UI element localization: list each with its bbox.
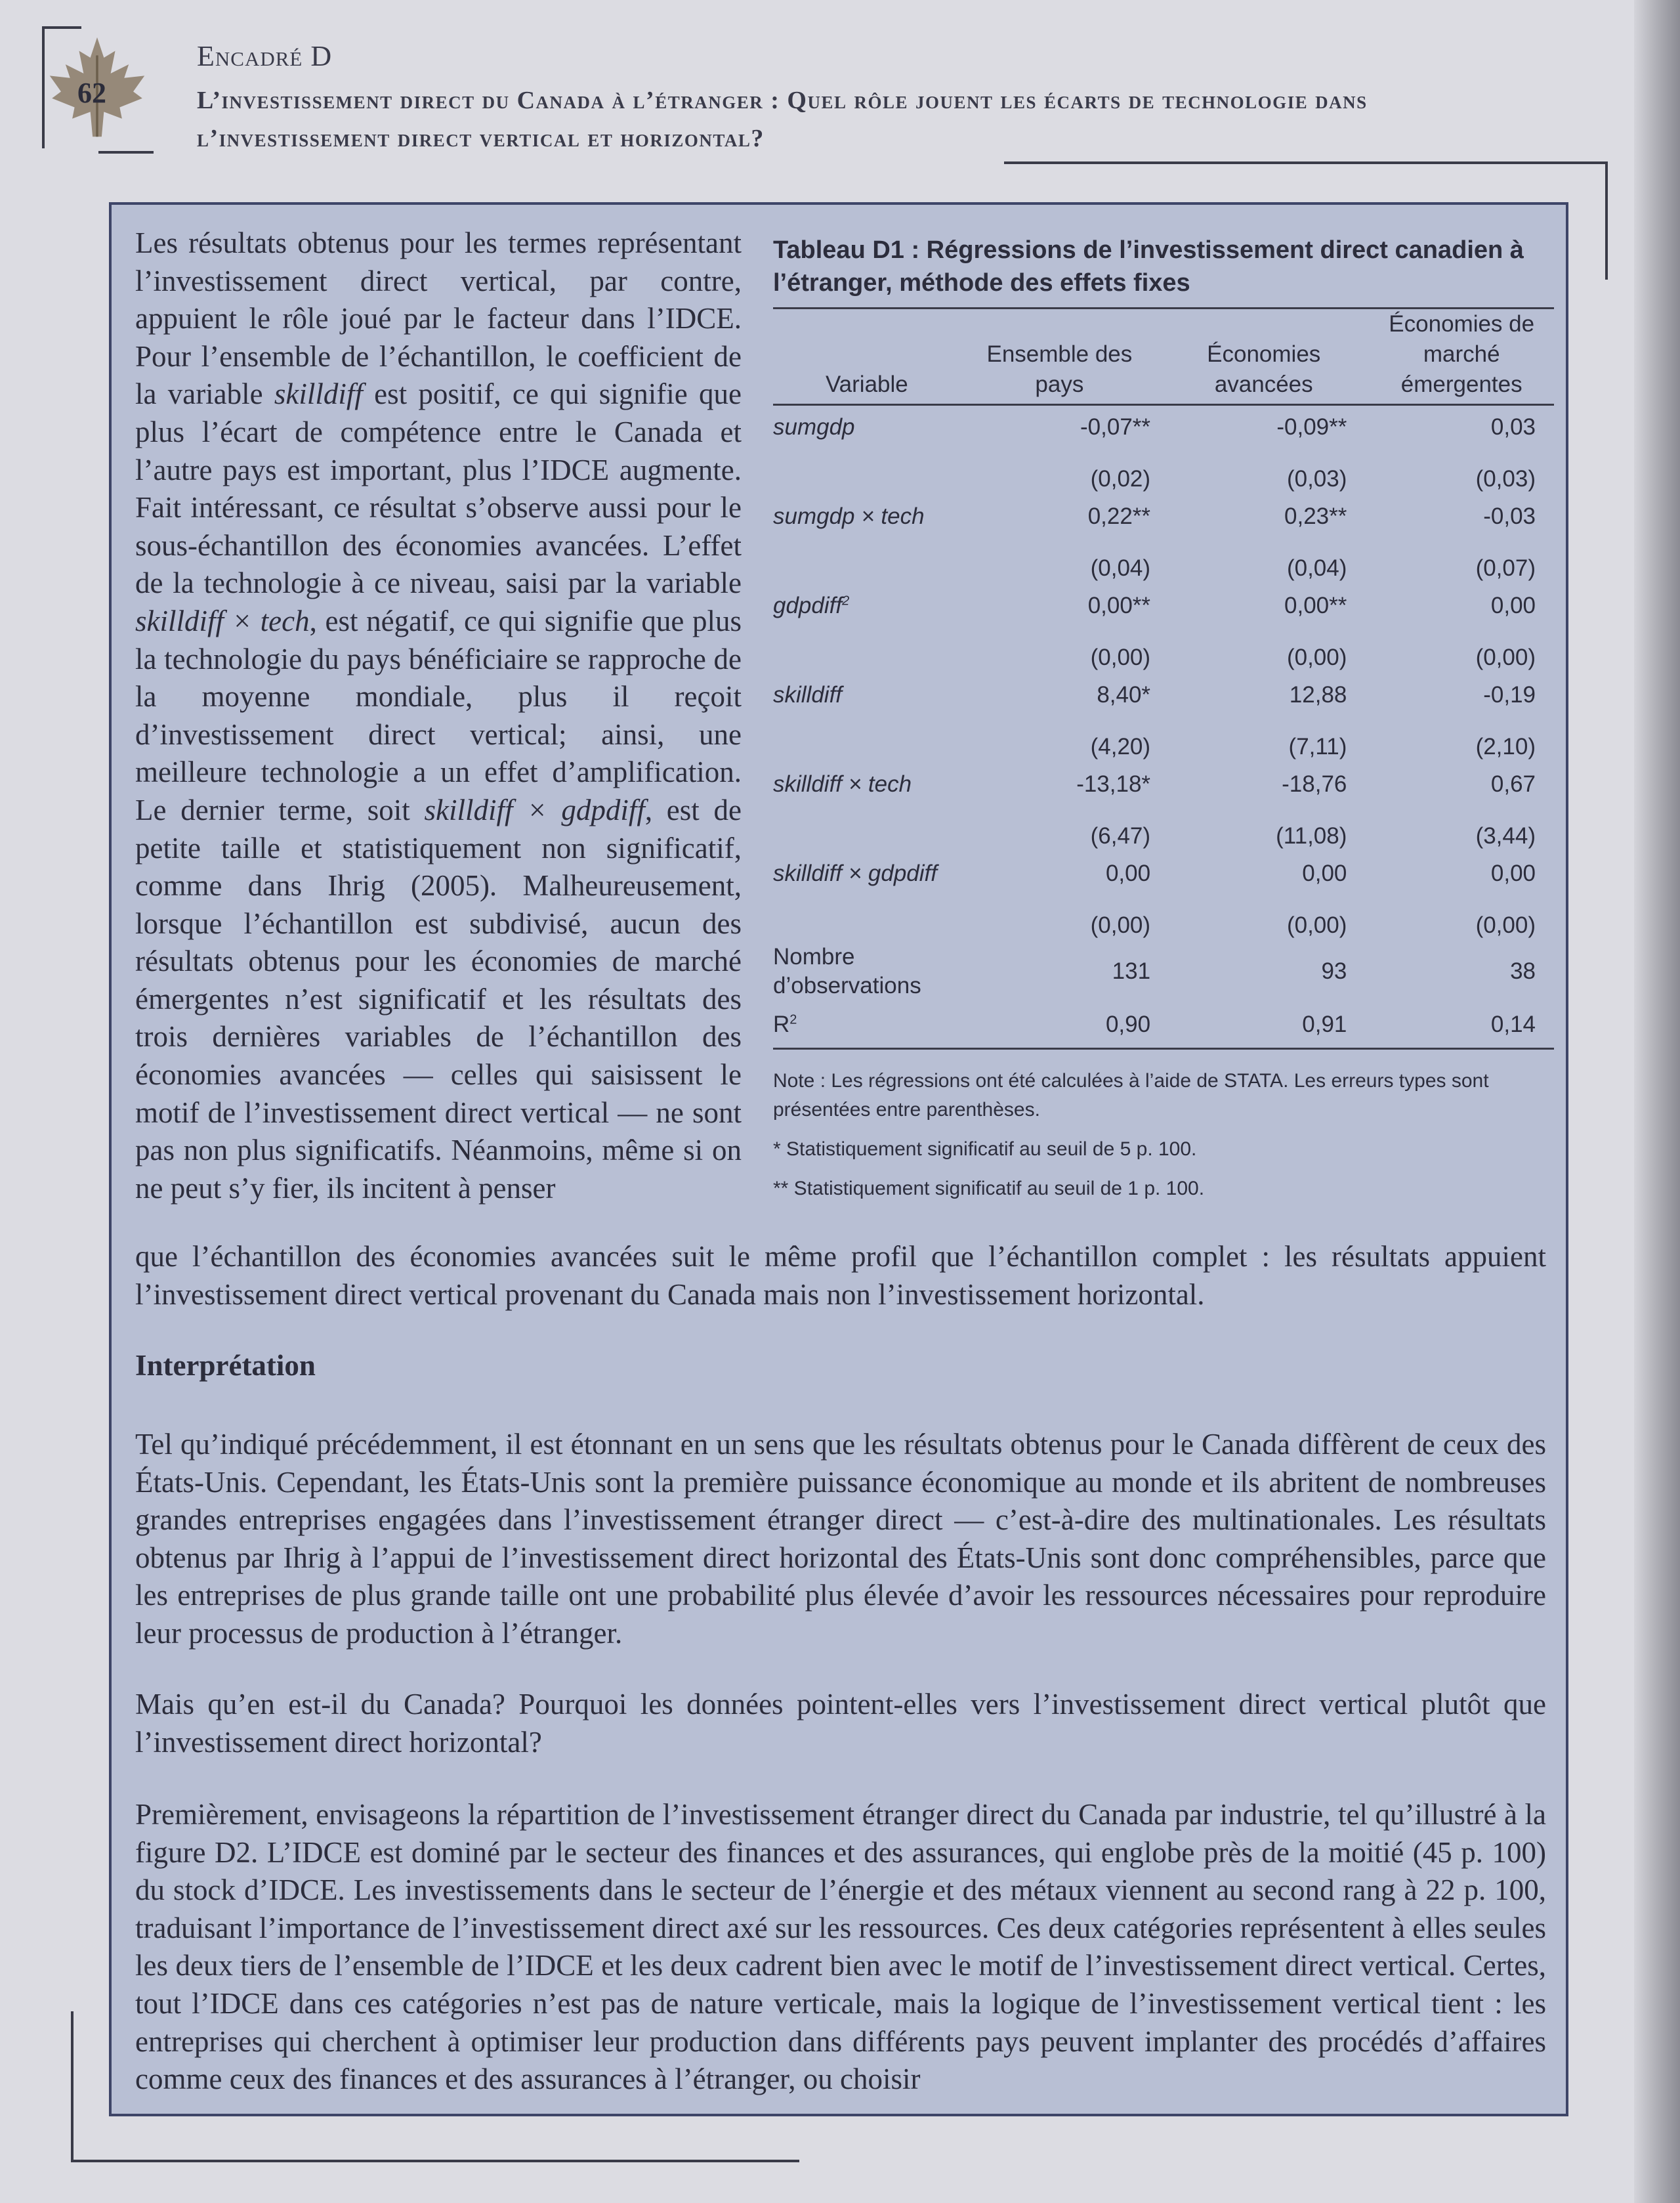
- header-rule: [1004, 161, 1608, 164]
- table-row-se: (0,00) (0,00) (0,00): [1090, 912, 1536, 938]
- left-column-text: Les résultats obtenus pour les termes représentant l’investissement direct vertical, par contre, appuient le rôle joué par le facteur dans l’IDCE. Pour l’ensemble de l’échantillon, le coefficient de la variable skilldiff est positif, ce qui signifie que plus l’écart de compétence entre le Canada et l’autre pays est important, plus l’IDCE augmente. Fait intéressant, ce résultat s’observe aussi pour le sous-échantillon des économies avancées. L’effet de la technologie à ce niveau, saisi par la variable skilldiff × tech, est négatif, ce qui signifie que plus la technologie du pays bénéficiaire se rapproche de la moyenne mondiale, plus il reçoit d’investissement direct vertical; ainsi, une meilleure technologie a un effet d’amplification. Le dernier terme, soit skilldiff × gdpdiff, est de petite taille et statistiquement non significatif, comme dans Ihrig (2005). Malheureusement, lorsque l’échantillon est subdivisé, aucun des résultats obtenus pour les économies de marché émergentes n’est significatif et les résultats des trois dernières variables de l’échantillon des économies avancées — celles qui saisissent le motif de l’investissement direct vertical — ne sont pas non plus significatifs. Néanmoins, même si on ne peut s’y fier, ils incitent à penser: [135, 226, 742, 1205]
- table-note: Note : Les régressions ont été calculées à l’aide de STATA. Les erreurs types sont présentées entre parenthèses.: [773, 1070, 1489, 1121]
- interpretation-paragraph-3: Premièrement, envisageons la répartition de l’investissement étranger direct du Canada par industrie, tel qu’illustré à la figure D2. L’IDCE est dominé par le secteur des finances et des assurances, qui englobe près de la moitié (45 p. 100) du stock d’IDCE. Les investissements dans le secteur de l’énergie et des métaux viennent au second rang à 22 p. 100, traduisant l’importance de l’investissement direct axé sur les ressources. Ces deux catégories représentent à elles seules les deux tiers de l’ensemble de l’IDCE et les deux cadrent bien avec le motif de l’investissement direct vertical. Certes, tout l’IDCE dans ces catégories n’est pas de nature verticale, mais la logique de l’investissement vertical tient : les entreprises qui cherchent à optimiser leur production dans différents pays peuvent implanter des procédés d’affaires comme ceux des finances et des assurances à l’étranger, ou choisir: [135, 1798, 1546, 2096]
- shaded-box-panel: [109, 202, 1568, 2116]
- table-bottom-rule: [773, 1048, 1554, 1050]
- header-col2: Économies avancées: [1207, 341, 1321, 397]
- regression-table: [773, 309, 1554, 1048]
- regression-table-block: [773, 234, 1554, 1214]
- page-number: 62: [77, 77, 106, 109]
- table-row-se: (0,00) (0,00) (0,00): [1090, 645, 1536, 670]
- table-note: * Statistiquement significatif au seuil de 5 p. 100.: [773, 1138, 1197, 1160]
- page-edge-shadow: [1634, 0, 1680, 2203]
- table-row: gdpdiff$^2$ 0,00** 0,00** 0,00: [773, 593, 1536, 618]
- header-col3: Économies de marché émergentes: [1389, 311, 1535, 397]
- table-row-r2: $R^2$ 0,90 0,91 0,14: [773, 1012, 1536, 1037]
- table-row: skilldiff × tech -13,18* -18,76 0,67: [773, 771, 1536, 797]
- table-row-se: (0,02) (0,03) (0,03): [1090, 466, 1536, 492]
- header-col1: Ensemble des pays: [986, 341, 1133, 397]
- header-variable: Variable: [825, 372, 908, 397]
- corner-rule-bottom: [98, 151, 154, 154]
- interpretation-heading: Interprétation: [135, 1349, 316, 1382]
- continuation-text: que l’échantillon des économies avancées suit le même profil que l’échantillon complet : les résultats appuient l’investissement direct vertical provenant du Canada mais non l’investissement horizontal.: [135, 1240, 1546, 1311]
- footer-rule-vertical: [71, 2011, 74, 2162]
- header-rule-vertical: [1605, 161, 1608, 280]
- table-row-se: (6,47) (11,08) (3,44): [1090, 823, 1536, 849]
- table-notes: [773, 1067, 1554, 1203]
- table-title: Tableau D1 : Régressions de l’investissement direct canadien à l’étranger, méthode des effets fixes: [773, 236, 1524, 297]
- interpretation-paragraph-1: Tel qu’indiqué précédemment, il est étonnant en un sens que les résultats obtenus pour le Canada diffèrent de ceux des États-Unis. Cependant, les États-Unis sont la première puissance économique au monde et ils abritent de nombreuses grandes entreprises engagées dans l’investissement étranger direct — c’est-à-dire des multinationales. Les résultats obtenus par Ihrig à l’appui de l’investissement direct horizontal des États-Unis sont donc compréhensibles, parce que les entreprises de plus grande taille ont une probabilité plus élevée d’avoir les ressources nécessaires pour reproduire leur processus de production à l’étranger.: [135, 1428, 1546, 1650]
- table-row: sumgdp -0,07** -0,09** 0,03: [773, 414, 1536, 440]
- interpretation-paragraph-2: Mais qu’en est-il du Canada? Pourquoi les données pointent-elles vers l’investissement direct vertical plutôt que l’investissement direct horizontal?: [135, 1688, 1546, 1759]
- box-label: Encadré D: [197, 40, 333, 72]
- table-header-row: [773, 309, 1554, 404]
- footer-rule-horizontal: [71, 2160, 799, 2162]
- table-row-se: (4,20) (7,11) (2,10): [1090, 734, 1536, 759]
- box-title: L’investissement direct du Canada à l’étranger : Quel rôle jouent les écarts de technologie dans l’investissement direct vertical et horizontal?: [197, 87, 1368, 152]
- table-row-observations: Nombre d’observations 131 93 38: [773, 944, 1536, 998]
- table-row-se: (0,04) (0,04) (0,07): [1090, 555, 1536, 581]
- table-row: skilldiff 8,40* 12,88 -0,19: [773, 682, 1536, 708]
- table-note: ** Statistiquement significatif au seuil de 1 p. 100.: [773, 1178, 1205, 1199]
- table-row: skilldiff × gdpdiff 0,00 0,00 0,00: [773, 861, 1536, 886]
- table-row: sumgdp × tech 0,22** 0,23** -0,03: [773, 503, 1536, 529]
- corner-rule-horizontal: [42, 26, 81, 29]
